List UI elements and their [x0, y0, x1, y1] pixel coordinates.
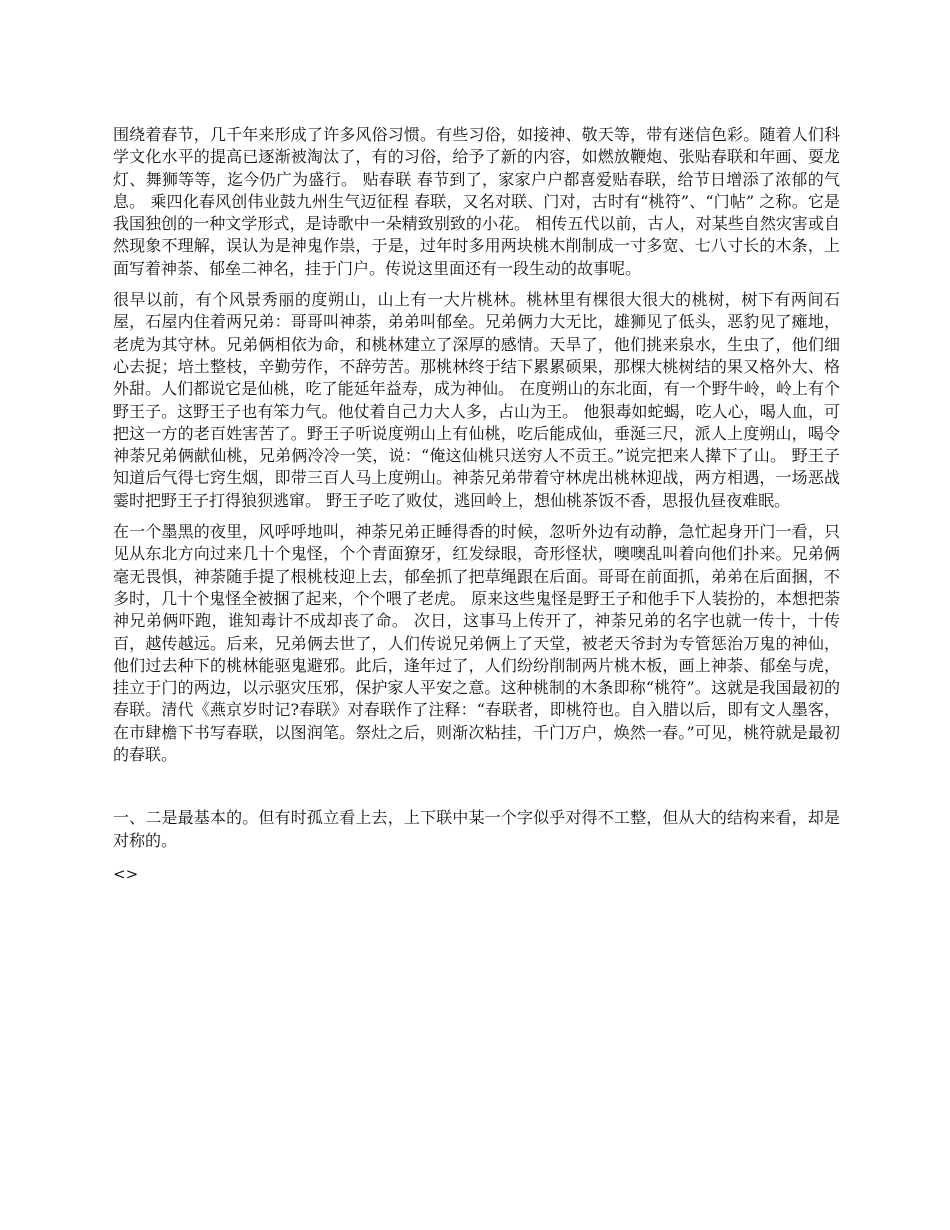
- paragraph-couplet-structure: 一、二是最基本的。但有时孤立看上去，上下联中某一个字似乎对得不工整，但从大的结构来看，却是对称的。: [113, 808, 840, 850]
- trailing-mark: <>: [113, 864, 139, 883]
- document-body: [113, 124, 840, 884]
- paragraph-gap: [113, 775, 840, 807]
- paragraph-dushuo-mountain: 很早以前，有个风景秀丽的度朔山，山上有一大片桃林。桃林里有棵很大很大的桃树，树下有两间石屋，石屋内住着两兄弟：哥哥叫神荼，弟弟叫郁垒。兄弟俩力大无比，雄狮见了低头，恶豹见了瘫地，老虎为其守林。兄弟俩相依为命，和桃林建立了深厚的感情。天旱了，他们挑来泉水，生虫了，他们细心去捉；培土整枝，辛勤劳作，不辞劳苦。那桃林终于结下累累硕果，那棵大桃树结的果又格外大、格外甜。人们都说它是仙桃，吃了能延年益寿，成为神仙。 在度朔山的东北面，有一个野牛岭，岭上有个野王子。这野王子也有笨力气。他仗着自己力大人多，占山为王。 他狠毒如蛇蝎，吃人心，喝人血，可把这一方的老百姓害苦了。野王子听说度朔山上有仙桃，吃后能成仙，垂涎三尺，派人上度朔山，喝令神荼兄弟俩献仙桃，兄弟俩冷冷一笑，说：“俺这仙桃只送穷人不贡王。”说完把来人撵下了山。 野王子知道后气得七窍生烟，即带三百人马上度朔山。神荼兄弟带着守林虎出桃林迎战，两方相遇，一场恶战霎时把野王子打得狼狈逃窜。 野王子吃了败仗，逃回岭上，想仙桃茶饭不香，思报仇昼夜难眠。: [113, 290, 840, 510]
- paragraph-spring-customs: 围绕着春节，几千年来形成了许多风俗习惯。有些习俗，如接神、敬天等，带有迷信色彩。随着人们科学文化水平的提高已逐渐被淘汰了，有的习俗，给予了新的内容，如燃放鞭炮、张贴春联和年画、耍龙灯、舞狮等等，迄今仍广为盛行。 贴春联 春节到了，家家户户都喜爱贴春联，给节日增添了浓郁的气息。 乘四化春风创伟业鼓九州生气迈征程 春联，又名对联、门对，古时有“桃符”、“门帖” 之称。它是我国独创的一种文学形式，是诗歌中一朵精致别致的小花。 相传五代以前，古人，对某些自然灾害或自然现象不理解，误认为是神鬼作祟，于是，过年时多用两块桃木削制成一寸多宽、七八寸长的木条，上面写着神荼、郁垒二神名，挂于门户。传说这里面还有一段生动的故事呢。: [113, 125, 840, 278]
- paragraph-ghost-story: 在一个墨黑的夜里，风呼呼地叫，神荼兄弟正睡得香的时候，忽听外边有动静，急忙起身开门一看，只见从东北方向过来几十个鬼怪，个个青面獠牙，红发绿眼，奇形怪状，噢噢乱叫着向他们扑来。兄弟俩毫无畏惧，神荼随手提了根桃枝迎上去，郁垒抓了把草绳跟在后面。哥哥在前面抓，弟弟在后面捆，不多时，几十个鬼怪全被捆了起来，个个喂了老虎。 原来这些鬼怪是野王子和他手下人装扮的，本想把荼神兄弟俩吓跑，谁知毒计不成却丧了命。 次日，这事马上传开了，神荼兄弟的名字也就一传十，十传百，越传越远。后来，兄弟俩去世了，人们传说兄弟俩上了天堂，被老天爷封为专管惩治万鬼的神仙，他们过去种下的桃林能驱鬼避邪。此后，逢年过了，人们纷纷削制两片桃木板，画上神荼、郁垒与虎，挂立于门的两边，以示驱灾压邪，保护家人平安之意。这种桃制的木条即称“桃符”。这就是我国最初的春联。清代《燕京岁时记?春联》对春联作了注释：“春联者，即桃符也。自入腊以后，即有文人墨客，在市肆檐下书写春联，以图润笔。祭灶之后，则渐次粘挂，千门万户，焕然一春。”可见，桃符就是最初的春联。: [113, 522, 840, 765]
